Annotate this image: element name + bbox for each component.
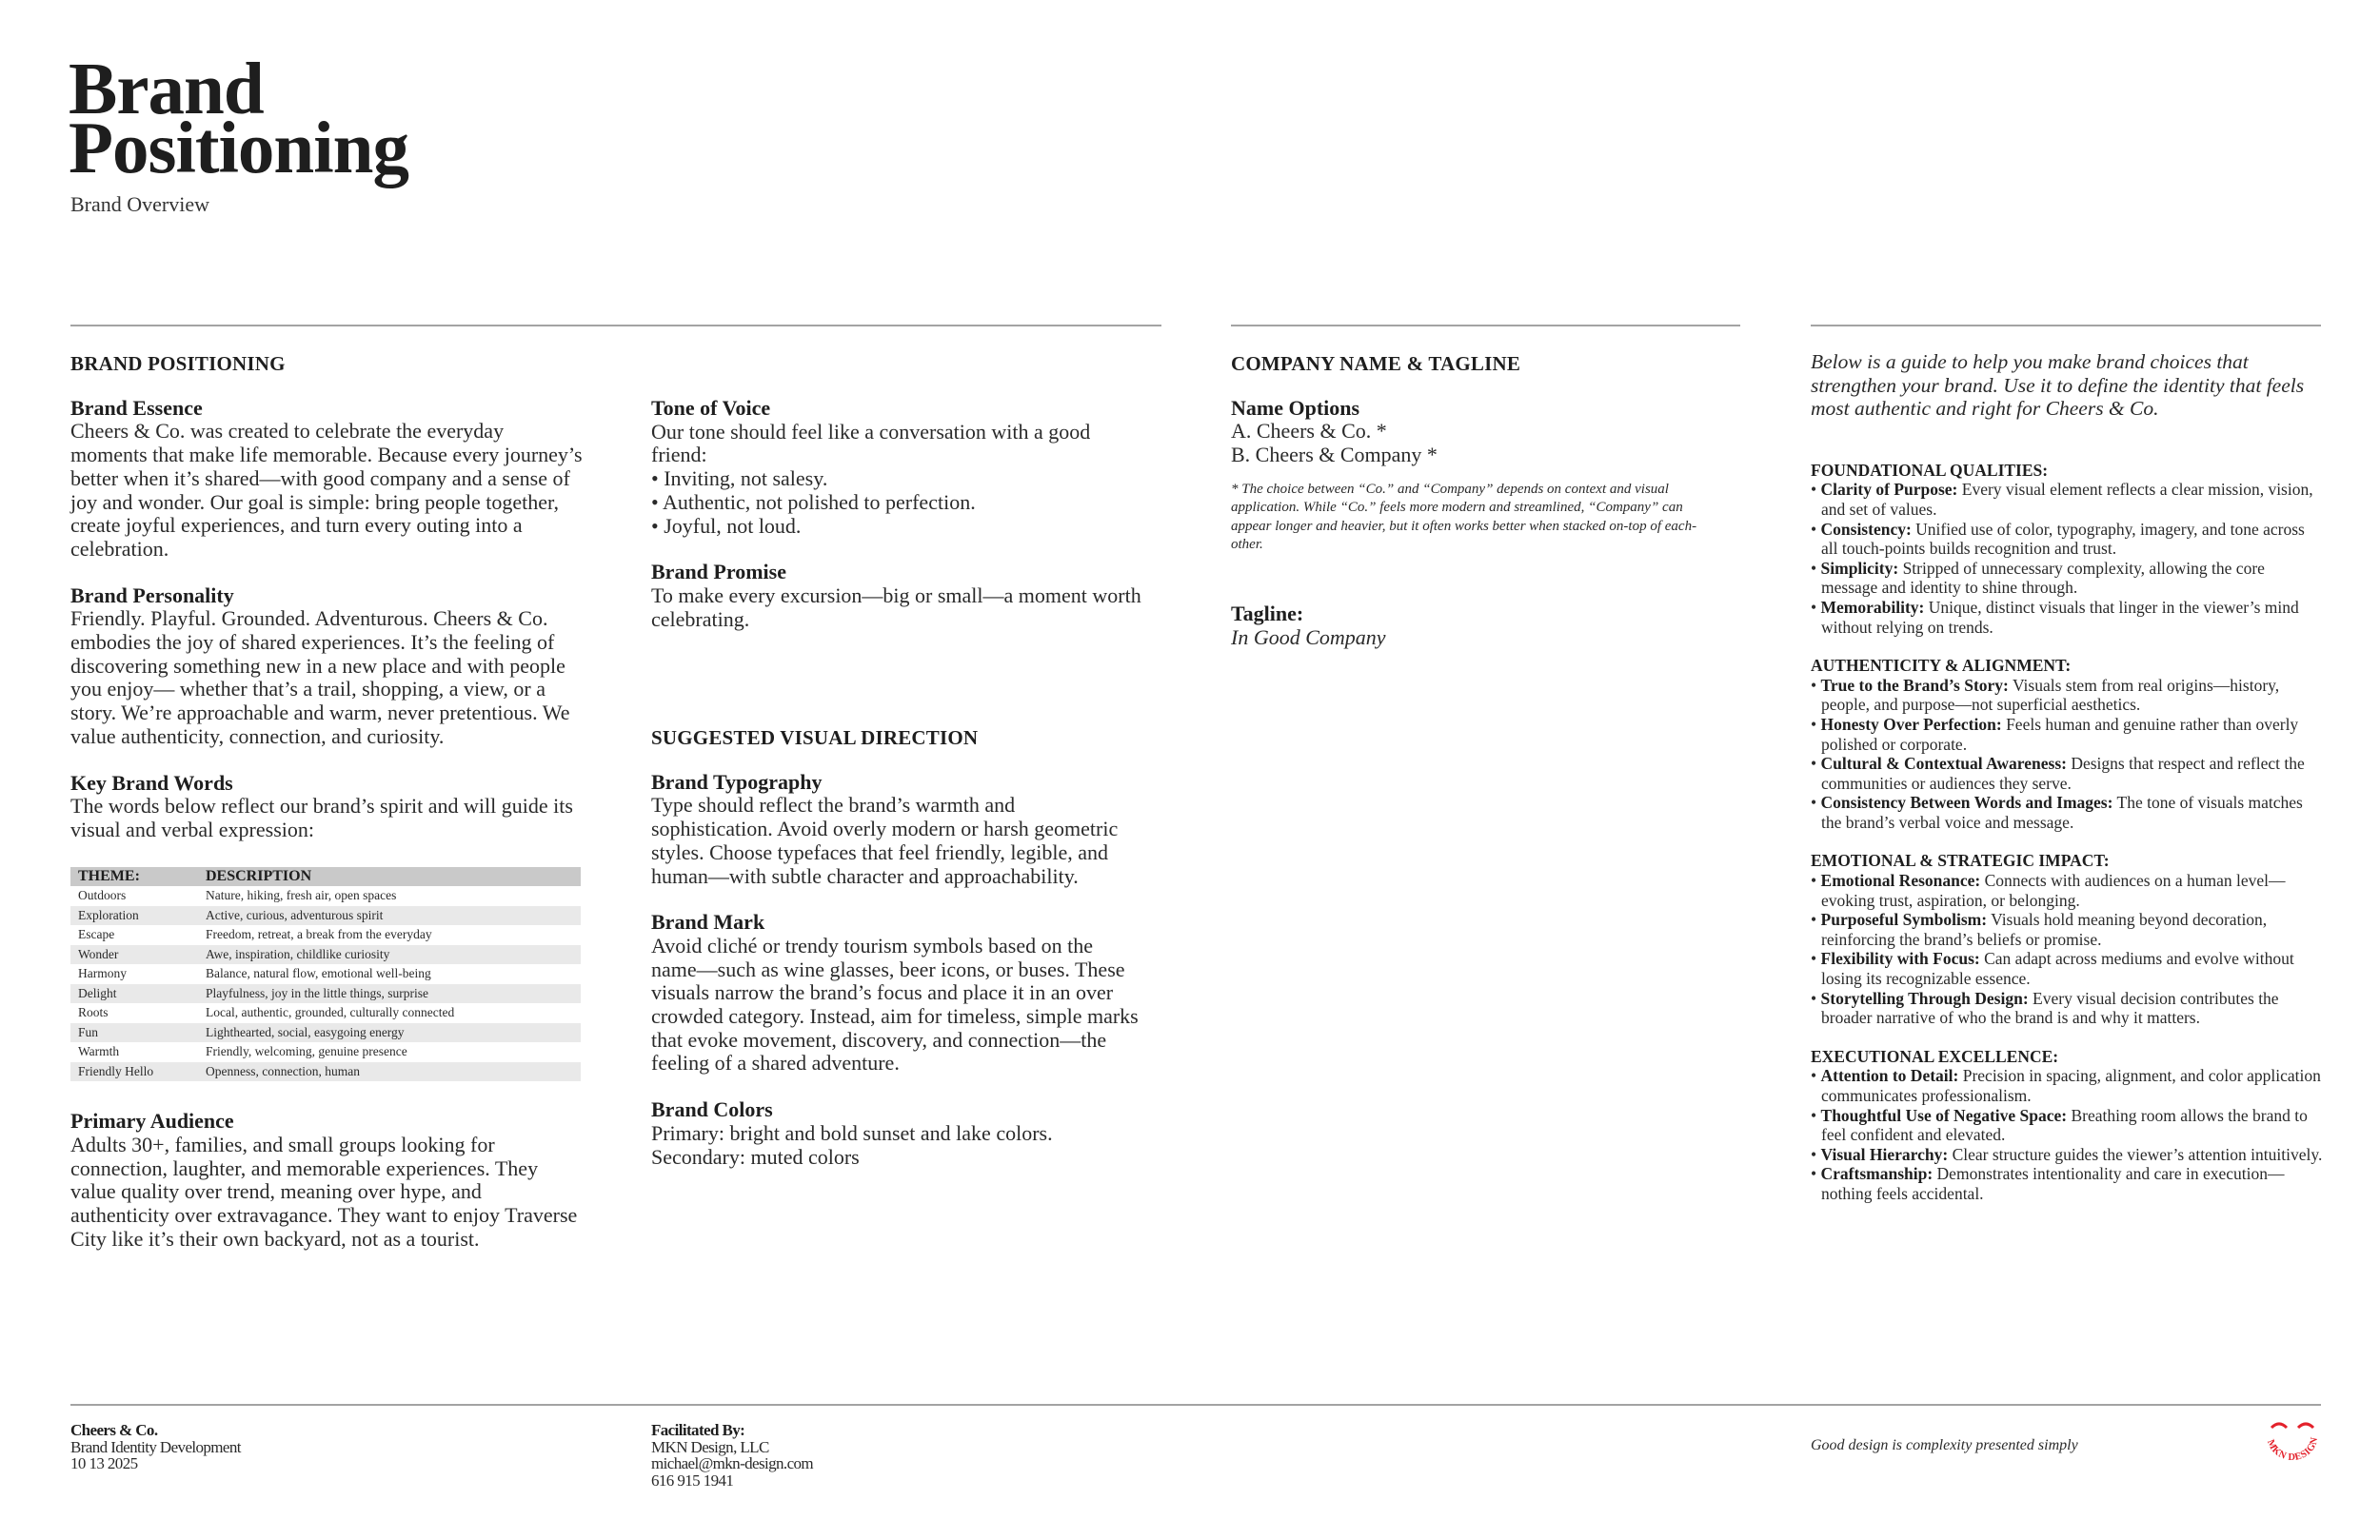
facilitated-label: Facilitated By: [651,1421,745,1439]
table-row [70,925,581,945]
guide-term: Flexibility with Focus: [1820,949,1980,969]
subheading: Name Options [1231,395,1360,420]
tone-column [651,397,1146,631]
subheading: Brand Typography [651,769,823,794]
theme-cell: Friendly Hello [70,1062,198,1082]
description-cell: Lighthearted, social, easygoing energy [198,1023,581,1043]
guide-term: Memorability: [1820,597,1925,617]
subheading: Brand Promise [651,560,786,584]
phone: 616 915 1941 [651,1471,734,1490]
title-line-1: Brand [69,48,264,129]
slogan: Good design is complexity presented simply [1811,1437,2078,1453]
agency-name: MKN Design, LLC [651,1437,769,1456]
theme-cell: Delight [70,984,198,1004]
guide-term: Clarity of Purpose: [1820,480,1958,500]
brand-colors [651,1098,1141,1169]
paragraph: The words below reflect our brand’s spirit and will guide its visual and verbal expression: [70,794,573,841]
subheading: Brand Mark [651,910,765,935]
guide-column [1811,350,2325,1223]
subheading: Primary Audience [70,1109,234,1134]
guide-description: The tone of visuals matches the brand’s verbal voice and message. [1821,793,2303,832]
guide-description: Visuals stem from real origins—history, people, and purpose—not superficial aesthetics. [1821,675,2280,715]
brand-words-table [70,867,581,1082]
guide-bullet: • Storytelling Through Design: Every visual decision contributes the broader narrative of who the brand is and why it matters. [1811,988,2279,1028]
guide-term: Emotional Resonance: [1820,871,1981,891]
visual-direction-column [651,726,1141,1169]
guide-bullet: • Thoughtful Use of Negative Space: Breathing room allows the brand to feel confident and elevated. [1811,1105,2308,1145]
description-cell: Balance, natural flow, emotional well-being [206,966,431,981]
guide-bullet: • Purposeful Symbolism: Visuals hold meaning beyond decoration, reinforcing the brand’s beliefs or promise. [1811,910,2268,949]
guide-bullet: • Memorability: Unique, distinct visuals that linger in the viewer’s mind without relying on trends. [1811,597,2299,637]
brand-essence [70,397,585,562]
guide-bullet: • Simplicity: Stripped of unnecessary complexity, allowing the core message and identity to shine through. [1811,558,2265,598]
guide-term: Honesty Over Perfection: [1820,714,2002,734]
description-cell: Friendly, welcoming, genuine presence [206,1044,407,1059]
section-heading: BRAND POSITIONING [70,352,286,375]
footer-divider [70,1404,2321,1406]
paragraph: Adults 30+, families, and small groups looking for connection, laughter, and memorable experiences. They value quality over trend, meaning over hype, and authenticity over extravagance. They want to enjoy Traverse City like it’s their own backyard, not as a tourist. [70,1132,578,1251]
paragraph: To make every excursion—big or small—a moment worth celebrating. [651,582,1141,631]
brand-mark [651,911,1141,1076]
guide-description: Visuals hold meaning beyond decoration, reinforcing the brand’s beliefs or promise. [1821,910,2268,949]
guide-term: Craftsmanship: [1820,1164,1934,1184]
logo-text: MKN DESIGN [2265,1435,2321,1464]
table-row [70,945,581,965]
theme-cell: Wonder [70,945,198,965]
paragraph: Type should reflect the brand’s warmth and sophistication. Avoid overly modern or harsh geometric styles. Choose typefaces that feel friendly, legible, and human—with subtle character and approachability. [651,793,1119,888]
client-name: Cheers & Co. [70,1421,158,1439]
theme-cell: Escape [78,927,115,942]
subheading: Tone of Voice [651,396,771,420]
name-option: B. Cheers & Company * [1231,443,1438,467]
primary-audience [70,1110,585,1251]
guide-term: Attention to Detail: [1820,1066,1959,1086]
subheading: Key Brand Words [70,770,233,795]
footer-facilitator [651,1422,813,1489]
subheading: Brand Colors [651,1097,773,1122]
table-row [70,906,581,926]
subheading: Tagline: [1231,601,1304,625]
guide-description: Every visual decision contributes the broader narrative of who the brand is and why it matters. [1821,988,2279,1028]
guide-bullet: • Consistency Between Words and Images: The tone of visuals matches the brand’s verbal voice and message. [1811,793,2303,832]
description-cell: Active, curious, adventurous spirit [198,906,581,926]
paragraph: Friendly. Playful. Grounded. Adventurous. Cheers & Co. embodies the joy of shared experiences. It’s the feeling of discovering something new in a new place and with people you enjoy— whether that’s a trail, shopping, a view, or a story. We’re approachable and warm, never pretentious. We value authenticity, connection, and curiosity. [70,606,570,748]
table-row [70,1003,581,1023]
guide-description: Precision in spacing, alignment, and color application communicates professionalism. [1821,1066,2321,1105]
table-row [70,1042,581,1062]
guide-description: Unique, distinct visuals that linger in the viewer’s mind without relying on trends. [1821,597,2299,637]
subheading: Brand Personality [70,582,234,607]
guide-term: Purposeful Symbolism: [1820,910,1988,930]
theme-cell: Outdoors [78,888,127,903]
name-option: A. Cheers & Co. * [1231,419,1387,444]
title-line-2: Positioning [69,107,408,188]
logo-eye-right [2298,1424,2313,1428]
guide-term: Thoughtful Use of Negative Space: [1820,1105,2068,1125]
guide-bullet: • Attention to Detail: Precision in spacing, alignment, and color application communicates professionalism. [1811,1066,2321,1105]
key-brand-words [70,772,585,842]
guide-term: Consistency: [1820,519,1912,539]
divider [1231,325,1740,326]
guide-term: Storytelling Through Design: [1820,988,2029,1008]
divider [70,325,1161,326]
table-row [70,1062,581,1082]
footnote: * The choice between “Co.” and “Company” depends on context and visual application. While “Co.” feels more modern and streamlined, “Company” can appear longer and heavier, but it often works better when stacked on-top of each-other. [1231,481,1697,553]
guide-section-title: AUTHENTICITY & ALIGNMENT: [1811,656,2072,676]
bullet-item: • Joyful, not loud. [651,513,802,538]
subheading: Brand Essence [70,395,203,420]
tone-of-voice [651,397,1146,538]
column-header: THEME: [70,867,198,887]
bullet-item: • Inviting, not salesy. [651,466,828,491]
paragraph: Our tone should feel like a conversation with a good friend: [651,419,1091,467]
table-row [70,964,581,984]
table-row [70,1023,581,1043]
paragraph: Primary: bright and bold sunset and lake colors. [651,1120,1053,1145]
brand-personality [70,584,585,749]
tagline: In Good Company [1231,624,1386,649]
page-title [69,48,408,188]
description-cell: Playfulness, joy in the little things, surprise [198,984,581,1004]
brand-typography [651,771,1141,889]
brand-positioning-column [70,352,585,1251]
email-link[interactable]: michael@mkn-design.com [651,1454,814,1472]
section-heading: COMPANY NAME & TAGLINE [1231,352,1521,375]
description-cell: Freedom, retreat, a break from the everyday [206,927,432,942]
guide-description: Demonstrates intentionality and care in execution—nothing feels accidental. [1821,1164,2285,1203]
theme-cell: Fun [70,1023,198,1043]
guide-section-title: EMOTIONAL & STRATEGIC IMPACT: [1811,851,2110,871]
guide-bullet: • Visual Hierarchy: Clear structure guides the viewer’s attention intuitively. [1811,1144,2323,1164]
guide-term: Visual Hierarchy: [1820,1144,1949,1164]
guide-description: Can adapt across mediums and evolve without losing its recognizable essence. [1821,949,2294,989]
guide-description: Designs that respect and reflect the communities or audiences they serve. [1821,754,2305,793]
table-row [70,984,581,1004]
table-header-row [70,867,581,887]
guide-term: Simplicity: [1820,558,1899,578]
guide-bullet: • Honesty Over Perfection: Feels human and genuine rather than overly polished or corporate. [1811,714,2299,754]
guide-bullet: • Clarity of Purpose: Every visual element reflects a clear mission, vision, and set of values. [1811,480,2313,519]
guide-description: Feels human and genuine rather than overly polished or corporate. [1821,714,2299,754]
guide-section-title: EXECUTIONAL EXCELLENCE: [1811,1046,2059,1066]
theme-cell: Harmony [78,966,127,981]
guide-bullet: • Flexibility with Focus: Can adapt across mediums and evolve without losing its recognizable essence. [1811,949,2294,989]
paragraph: Secondary: muted colors [651,1144,860,1169]
table-row [70,886,581,906]
guide-description: Every visual element reflects a clear mission, vision, and set of values. [1821,480,2313,519]
date: 10 13 2025 [70,1454,138,1472]
footer-client [70,1422,241,1472]
guide-term: True to the Brand’s Story: [1820,675,2009,695]
project-name: Brand Identity Development [70,1437,241,1456]
guide-section [1811,656,2325,832]
guide-term: Consistency Between Words and Images: [1820,793,2113,813]
guide-bullet: • Emotional Resonance: Connects with audiences on a human level— evoking trust, aspiration, or belonging. [1811,871,2286,910]
section-heading: SUGGESTED VISUAL DIRECTION [651,726,979,749]
guide-section-title: FOUNDATIONAL QUALITIES: [1811,460,2049,480]
guide-bullet: • Craftsmanship: Demonstrates intentionality and care in execution—nothing feels accidental. [1811,1164,2285,1203]
bullet-item: • Authentic, not polished to perfection. [651,489,976,514]
logo-eye-left [2271,1424,2287,1428]
guide-bullet: • Consistency: Unified use of color, typography, imagery, and tone across all touch-points builds recognition and trust. [1811,519,2305,559]
description-cell: Local, authentic, grounded, culturally connected [206,1005,455,1020]
column-header: DESCRIPTION [198,867,581,887]
description-cell: Openness, connection, human [198,1062,581,1082]
divider [1811,325,2321,326]
guide-section [1811,461,2325,637]
mkn-design-logo [2258,1411,2327,1479]
description-cell: Nature, hiking, fresh air, open spaces [206,888,397,903]
brand-promise [651,561,1146,631]
guide-term: Cultural & Contextual Awareness: [1820,754,2067,774]
theme-cell: Warmth [78,1044,120,1059]
guide-bullet: • Cultural & Contextual Awareness: Designs that respect and reflect the communities or audiences they serve. [1811,754,2305,793]
guide-description: Clear structure guides the viewer’s attention intuitively. [1952,1144,2323,1164]
guide-description: Connects with audiences on a human level— evoking trust, aspiration, or belonging. [1821,871,2286,910]
company-name-column [1231,352,1726,649]
guide-intro: Below is a guide to help you make brand choices that strengthen your brand. Use it to define the identity that feels most authentic and right for Cheers & Co. [1811,350,2305,421]
guide-section [1811,851,2325,1027]
theme-cell: Exploration [70,906,198,926]
description-cell: Awe, inspiration, childlike curiosity [198,945,581,965]
guide-bullet: • True to the Brand’s Story: Visuals stem from real origins—history, people, and purpose—not superficial aesthetics. [1811,675,2280,715]
page-subtitle: Brand Overview [70,192,210,216]
theme-cell: Roots [78,1005,109,1020]
guide-description: Unified use of color, typography, imagery, and tone across all touch-points builds recognition and trust. [1821,519,2305,559]
paragraph: Cheers & Co. was created to celebrate the everyday moments that make life memorable. Because every journey’s better when it’s shared—with good company and a sense of joy and wonder. Our goal is simple: bring people together, create joyful experiences, and turn every outing into a celebration. [70,419,583,561]
paragraph: Avoid cliché or trendy tourism symbols based on the name—such as wine glasses, beer icons, or buses. These visuals narrow the brand’s focus and place it in an over crowded category. Instead, aim for timeless, simple marks that evoke movement, discovery, and connection—the feeling of a shared adventure. [651,933,1139,1076]
guide-description: Breathing room allows the brand to feel confident and elevated. [1821,1105,2308,1145]
guide-section [1811,1047,2325,1204]
guide-description: Stripped of unnecessary complexity, allowing the core message and identity to shine through. [1821,558,2265,598]
